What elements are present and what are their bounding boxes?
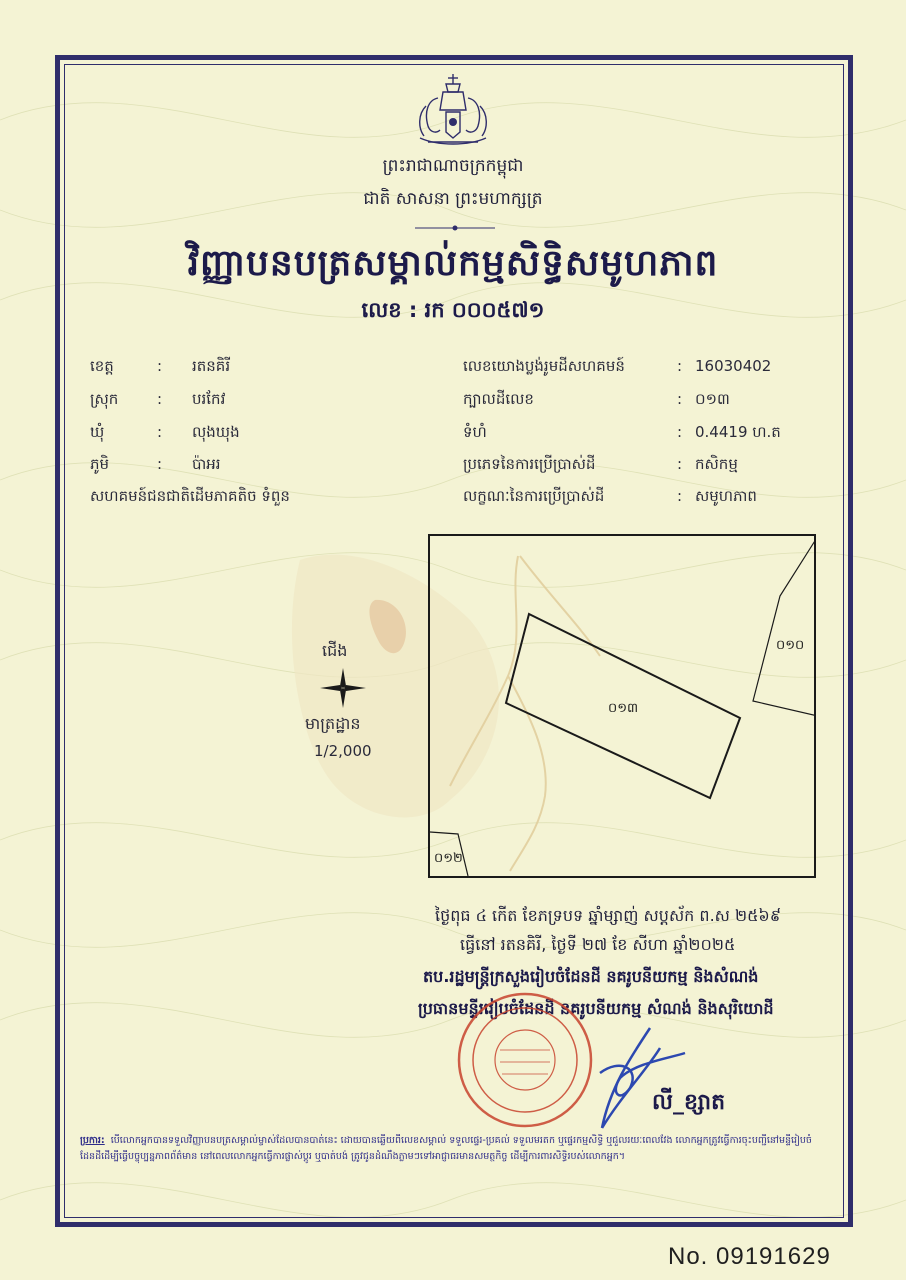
colon: :: [677, 423, 683, 441]
reference-value: 16030402: [695, 357, 772, 375]
ornament-divider-icon: [415, 224, 495, 232]
signer-name: លី_ខ្សាត: [652, 1090, 726, 1115]
parcel-label-main: ០១៣: [608, 701, 639, 716]
landuse-type-value: កសិកម្ម: [695, 455, 738, 473]
serial-number: No. 09191629: [668, 1243, 831, 1270]
scale-value: 1/2,000: [314, 742, 372, 760]
reference-label: លេខយោងប្លង់រូមដីសហគមន៍: [463, 357, 625, 375]
north-arrow-icon: [318, 666, 368, 710]
village-label: ភូមិ: [90, 455, 110, 473]
note-text: បើលោកអ្នកបានទទួលវិញ្ញាបនបត្រសម្គាល់ម្ចាស់ដែលបានបាត់នេះ ដោយបានឆ្លើយពីលេខសម្គាល់ ទទួលផ្ទេរ-ប្រគល់ ទទួលមរតក ឬផ្ទេរកម្មសិទ្ធិ ឬជួលរយៈពេលវែង លោកអ្នកត្រូវធ្វើការចុះបញ្ជីនៅមន្ទីរៀបចំដែនដីដើម្បីធ្វើបច្ចុប្បន្នភាពព័ត៌មាន នៅពេលលោកអ្នកធ្វើការផ្លាស់ប្តូរ ឬបាត់បង់ ត្រូវជូនដំណឹងភ្លាមៗទៅអាជ្ញាធរមានសមត្ថកិច្ច ដើម្បីការពារសិទ្ធិរបស់លោកអ្នក។: [80, 1135, 812, 1162]
parcel-number-value: ០១៣: [695, 390, 730, 408]
parcel-label-bottom-left: ០១២: [434, 851, 463, 866]
lunar-date: ថ្ងៃពុធ ៤ កើត ខែភទ្របទ ឆ្នាំម្សាញ់ សប្តស័ក ព.ស ២៥៦៩: [435, 906, 782, 925]
district-value: បរកែវ: [192, 390, 226, 408]
colon: :: [157, 357, 163, 375]
official-seal-icon: [440, 990, 610, 1130]
ministry-on-behalf: តប.រដ្ឋមន្ត្រីក្រសួងរៀបចំដែនដី នគរូបនីយកម្ម និងសំណង់: [423, 967, 759, 986]
legal-note: [80, 1133, 828, 1215]
province-value: រតនគិរី: [192, 357, 231, 375]
north-label: ជើង: [322, 641, 348, 660]
commune-label: ឃុំ: [90, 423, 105, 441]
scale-label: មាត្រដ្ឋាន: [305, 714, 361, 733]
village-value: ប៉ាអរ: [192, 455, 221, 473]
kingdom-name: ព្រះរាជាណាចក្រកម្ពុជា: [382, 156, 524, 176]
parcel-map: [428, 534, 816, 878]
royal-arms-emblem-icon: [408, 70, 498, 150]
landuse-nature-label: លក្ខណៈនៃការប្រើប្រាស់ដី: [463, 487, 605, 505]
landuse-type-label: ប្រភេទនៃការប្រើប្រាស់ដី: [463, 455, 596, 473]
colon: :: [677, 455, 683, 473]
issue-place-date: ធ្វើនៅ រតនគិរី, ថ្ងៃទី ២៧ ខែ សីហា ឆ្នាំ២០២៥: [460, 935, 736, 954]
certificate-title: វិញ្ញាបនបត្រសម្គាល់កម្មសិទ្ធិសមូហភាព: [187, 243, 719, 284]
colon: :: [157, 423, 163, 441]
parcel-label-right: ០១០: [776, 638, 805, 653]
colon: :: [677, 487, 683, 505]
national-motto: ជាតិ សាសនា ព្រះមហាក្សត្រ: [363, 189, 543, 209]
province-label: ខេត្ត: [90, 357, 114, 375]
parcel-number-label: ក្បាលដីលេខ: [463, 390, 534, 408]
certificate-number: លេខ : រក ០០០៥៧១: [361, 298, 545, 322]
note-label: ប្រការ:: [80, 1135, 105, 1146]
landuse-nature-value: សមូហភាព: [695, 487, 757, 505]
colon: :: [677, 357, 683, 375]
community-name: សហគមន៍ជនជាតិដើមភាគតិច ទំពួន: [90, 487, 290, 505]
area-value: 0.4419 ហ.ត: [695, 423, 781, 441]
commune-value: លុងឃុង: [192, 423, 240, 441]
district-label: ស្រុក: [90, 390, 119, 408]
colon: :: [157, 455, 163, 473]
parcel-map-drawing: [430, 536, 814, 876]
department-director: ប្រធានមន្ទីររៀបចំដែនដី នគរូបនីយកម្ម សំណង់ និងសុរិយោដី: [418, 999, 774, 1018]
area-label: ទំហំ: [463, 423, 487, 441]
colon: :: [157, 390, 163, 408]
colon: :: [677, 390, 683, 408]
